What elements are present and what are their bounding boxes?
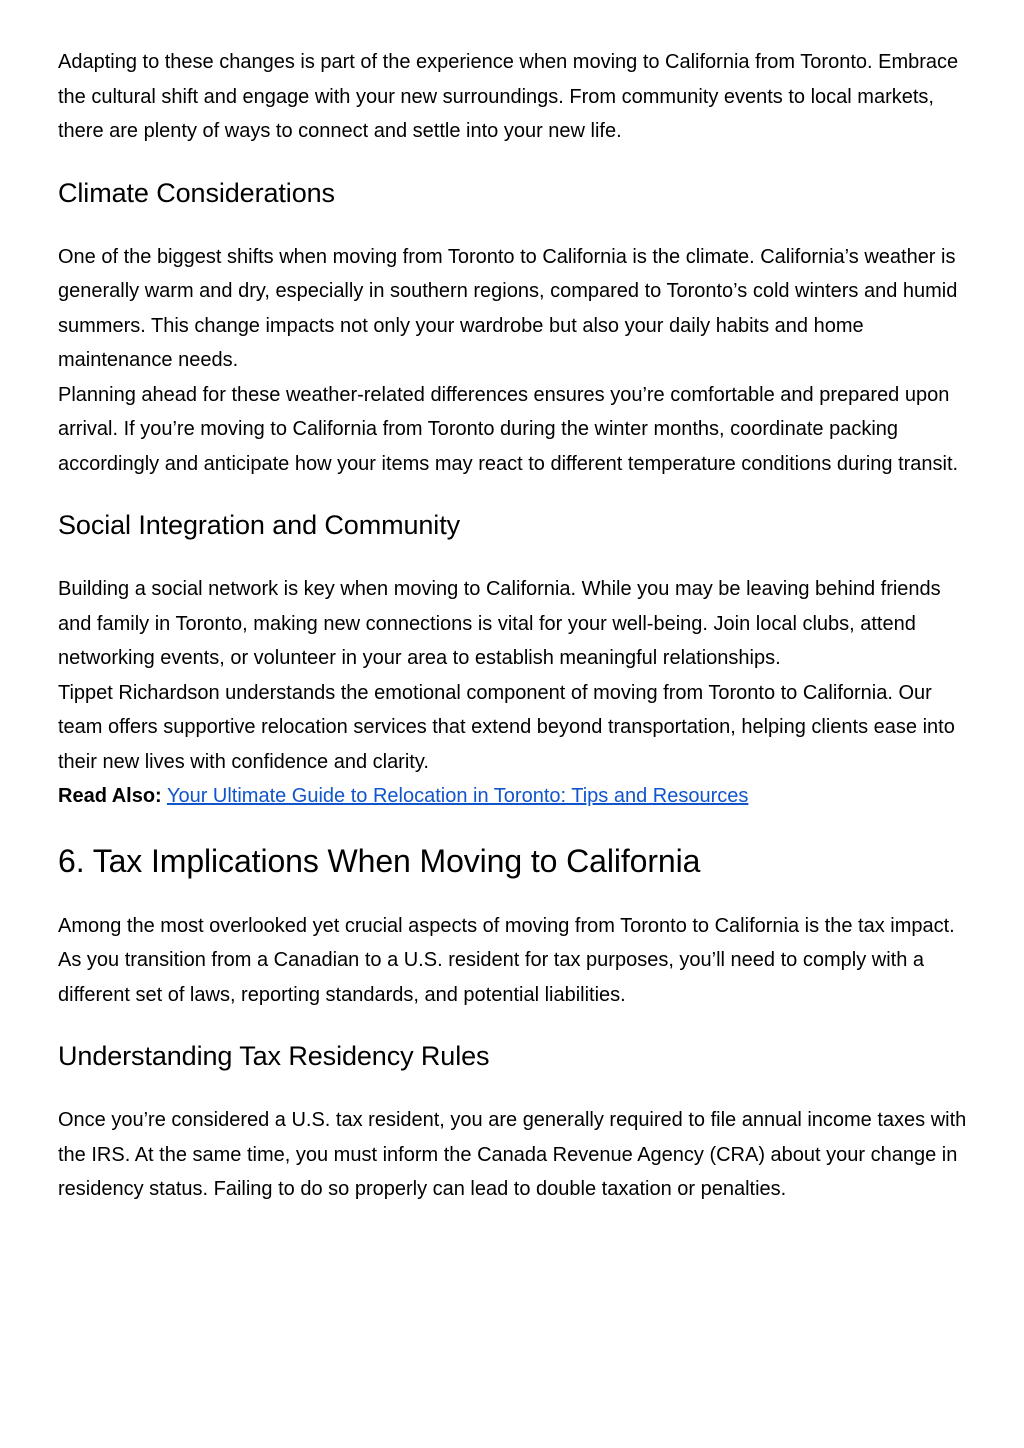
read-also-link[interactable]: Your Ultimate Guide to Relocation in Toronto: Tips and Resources	[166, 785, 749, 807]
tax-section-heading: 6. Tax Implications When Moving to California	[58, 842, 701, 879]
residency-heading: Understanding Tax Residency Rules	[58, 1041, 490, 1071]
residency-paragraph: Once you’re considered a U.S. tax resident, you are generally required to file annual income taxes with the IRS. At the same time, you must inform the Canada Revenue Agency (CRA) about your change in residency status. Failing to do so properly can lead to double taxation or penalties.	[58, 1109, 967, 1200]
climate-paragraph-2: Planning ahead for these weather-related differences ensures you’re comfortable and prepared upon arrival. If you’re moving to California from Toronto during the winter months, coordinate packing accordingly and anticipate how your items may react to different temperature conditions during transit.	[58, 383, 959, 475]
climate-paragraph-1: One of the biggest shifts when moving from Toronto to California is the climate. California’s weather is generally warm and dry, especially in southern regions, compared to Toronto’s cold winters and humid summers. This change impacts not only your wardrobe but also your daily habits and home maintenance needs.	[58, 245, 958, 371]
intro-paragraph: Adapting to these changes is part of the experience when moving to California from Toronto. Embrace the cultural shift and engage with your new surroundings. From community events to local markets, there are plenty of ways to connect and settle into your new life.	[58, 51, 959, 142]
article-body	[58, 45, 978, 1207]
tax-paragraph: Among the most overlooked yet crucial aspects of moving from Toronto to California is the tax impact. As you transition from a Canadian to a U.S. resident for tax purposes, you’ll need to comply with a different set of laws, reporting standards, and potential liabilities.	[58, 914, 955, 1006]
social-heading: Social Integration and Community	[58, 510, 461, 540]
social-paragraph-2: Tippet Richardson understands the emotional component of moving from Toronto to California. Our team offers supportive relocation services that extend beyond transportation, helping clients ease into their new lives with confidence and clarity.	[58, 681, 955, 773]
climate-heading: Climate Considerations	[58, 177, 335, 208]
read-also-label: Read Also:	[58, 785, 162, 807]
social-paragraph-1: Building a social network is key when moving to California. While you may be leaving behind friends and family in Toronto, making new connections is vital for your well-being. Join local clubs, attend networking events, or volunteer in your area to establish meaningful relationships.	[58, 578, 941, 669]
read-also	[58, 779, 978, 814]
